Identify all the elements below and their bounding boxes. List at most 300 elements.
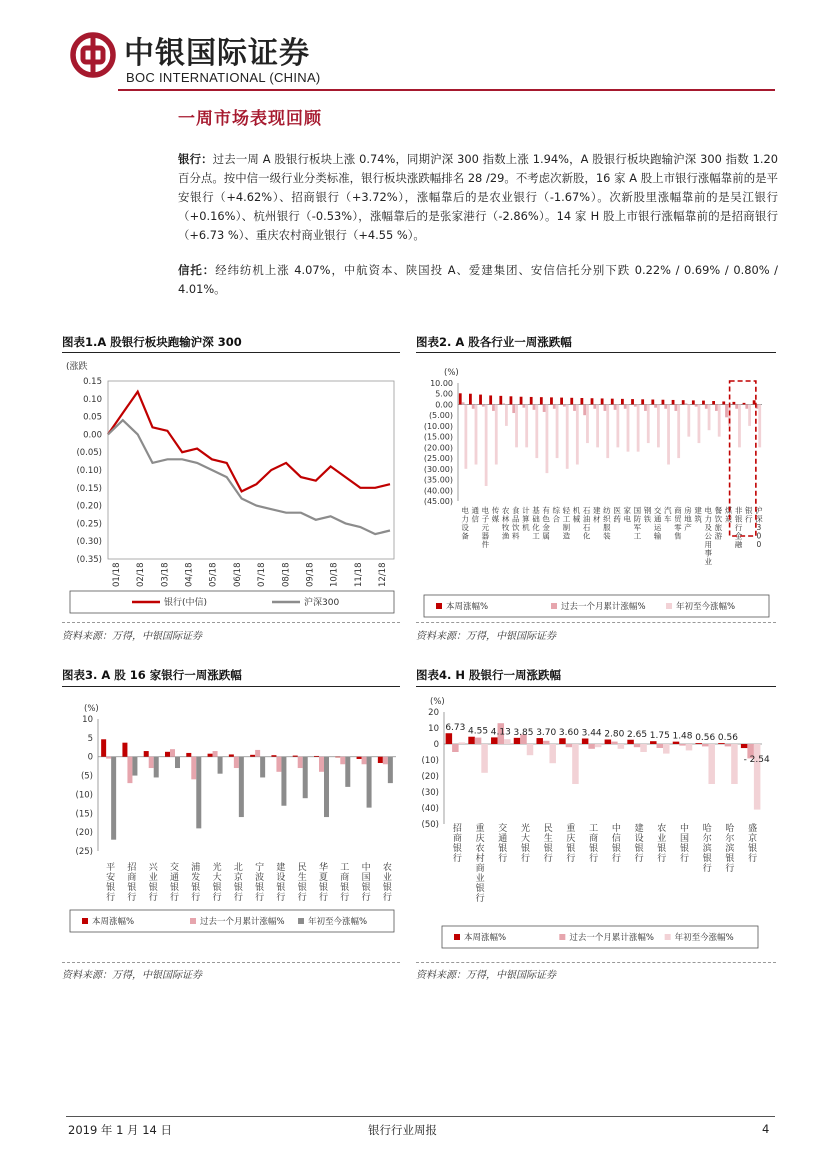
x-category-label: 建材 [593, 506, 601, 524]
x-category-label: 建设银行 [276, 863, 286, 903]
x-category-label: 石油石化 [582, 506, 591, 541]
bar-3 [572, 744, 579, 784]
fig1-title: 图表1.A 股银行板块跑输沪深 300 [62, 335, 242, 349]
data-label: 1.48 [672, 731, 693, 742]
footer-page-number: 4 [762, 1122, 770, 1136]
bar-3 [464, 404, 467, 468]
legend-label: 年初至今涨幅% [676, 602, 736, 612]
y-tick-label: 0 [87, 752, 93, 763]
legend-label: 本周涨幅% [446, 602, 489, 612]
bar-1 [560, 398, 563, 405]
x-category-label: 中国银行 [361, 863, 371, 903]
y-tick-label: (50) [421, 820, 439, 830]
x-category-label: 医药 [613, 506, 621, 524]
y-tick-label: (15) [75, 809, 93, 820]
bar-2 [492, 404, 495, 410]
bar-2 [502, 403, 505, 404]
bar-1 [580, 398, 583, 404]
bar-2 [702, 744, 709, 746]
legend-swatch [551, 603, 557, 609]
bar-2 [543, 404, 546, 412]
bar-3 [475, 404, 478, 464]
bar-1 [743, 403, 746, 405]
y-tick-label: (10) [75, 790, 93, 801]
bar-3 [687, 404, 690, 436]
bar-1 [144, 751, 149, 757]
data-label: 6.73 [445, 723, 466, 734]
x-tick-label: 11/18 [353, 562, 364, 587]
bar-3 [596, 404, 599, 447]
legend-label: 过去一个月累计涨幅% [561, 602, 646, 612]
y-tick-label: 0 [433, 740, 439, 750]
paragraph-trust-text: 经纬纺机上涨 4.07%，中航资本、陕国投 A、爱建集团、安信信托分别下跌 0.22% / 0.69% / 0.80% / 4.01%。 [178, 263, 778, 296]
x-category-label: 轻工制造 [562, 506, 571, 541]
bar-3 [324, 757, 329, 817]
bar-2 [340, 757, 345, 765]
bar-2 [614, 404, 617, 409]
bar-3 [718, 404, 721, 436]
legend-swatch [190, 918, 196, 924]
x-category-label: 重庆银行 [566, 824, 576, 864]
y-tick-label: (30.00) [423, 464, 453, 474]
bar-1 [662, 400, 665, 405]
bar-3 [618, 744, 625, 749]
bar-1 [186, 753, 191, 757]
fig3-title: 图表3. A 股 16 家银行一周涨跌幅 [62, 668, 242, 682]
x-category-label: 平安银行 [106, 863, 116, 903]
bar-1 [559, 738, 566, 744]
bar-3 [459, 742, 466, 744]
bar-1 [631, 399, 634, 404]
bar-2 [276, 757, 281, 772]
fig4-title: 图表4. H 股银行一周涨跌幅 [416, 668, 562, 682]
bar-2 [383, 757, 388, 765]
legend-swatch [298, 918, 304, 924]
x-category-label: 传媒 [491, 506, 500, 524]
x-category-label: 煤炭 [724, 506, 733, 524]
y-tick-label: (5) [80, 771, 93, 782]
bar-1 [459, 393, 462, 404]
y-tick-label: 5.00 [435, 389, 453, 399]
bar-2 [715, 404, 718, 410]
y-tick-label: 10.00 [430, 379, 453, 388]
x-category-label: 餐饮旅游 [714, 506, 723, 541]
bar-1 [357, 757, 362, 759]
bar-3 [196, 757, 201, 829]
bar-3 [481, 744, 488, 773]
bar-1 [335, 757, 340, 758]
chart-h-share-banks [416, 687, 778, 961]
fig4-source: 资料来源：万得，中银国际证券 [416, 970, 556, 981]
data-label: 3.85 [513, 727, 534, 738]
paragraph-bank-text: 过去一周 A 股银行板块上涨 0.74%，同期沪深 300 指数上涨 1.94%，A 股银行板块跑输沪深 300 指数 1.20 百分点。按中信一级行业分类标准，银行板块涨跌幅排名 28 /29。不考虑次新股，16 家 A 股上市银行涨幅靠前的是平安银行（+4.62%）、招商银行（+3.72%），涨幅靠后的是农业银行（-1.67%）。次新股里涨幅靠前的是吴江银行（+0.16%）、杭州银行（-0.53%），涨幅靠后的是张家港行（-2.86%）。14 家 H 股上市银行涨幅靠前的是招商银行（+6.73 %）、重庆农村商业银行（+4.55 %）。 [178, 152, 778, 242]
bar-2 [566, 744, 573, 747]
bar-3 [758, 404, 761, 447]
bar-2 [624, 404, 627, 408]
x-category-label: 国防军工 [633, 506, 642, 541]
bar-3 [677, 404, 680, 458]
x-category-label: 非银行金融 [734, 506, 743, 549]
legend-label: 年初至今涨幅% [674, 933, 734, 943]
y-tick-label: (25) [75, 847, 93, 857]
bar-2 [735, 404, 738, 408]
x-category-label: 银行 [745, 506, 753, 524]
x-tick-label: 06/18 [232, 562, 243, 587]
bar-3 [367, 757, 372, 808]
y-tick-label: (0.10) [76, 466, 102, 476]
bar-3 [175, 757, 180, 768]
bar-1 [712, 401, 715, 404]
bar-3 [525, 404, 528, 447]
y-tick-label: 5 [87, 733, 93, 744]
x-category-label: 食品饮料 [511, 506, 520, 541]
y-tick-label: (10.00) [423, 421, 453, 431]
bar-1 [550, 397, 553, 404]
x-category-label: 浦发银行 [191, 863, 201, 903]
bar-3 [345, 757, 350, 787]
bar-1 [722, 401, 725, 404]
bar-2 [664, 404, 667, 408]
bar-3 [485, 404, 488, 486]
bar-1 [165, 752, 170, 757]
bar-1 [582, 738, 589, 744]
legend-swatch [82, 918, 88, 924]
data-label: 3.70 [536, 728, 557, 739]
x-tick-label: 08/18 [281, 562, 292, 587]
x-category-label: 沪深 3 0 0 [755, 506, 763, 549]
bar-3 [535, 404, 538, 458]
x-category-label: 华夏银行 [318, 863, 329, 903]
bar-2 [583, 404, 586, 415]
data-label: 2.80 [604, 729, 625, 740]
bar-2 [588, 744, 595, 749]
series-line-bank [108, 392, 390, 492]
x-category-label: 有色金属 [542, 506, 550, 541]
x-category-label: 中信银行 [611, 824, 621, 864]
x-category-label: 建设银行 [634, 824, 644, 864]
bar-1 [208, 754, 213, 757]
bar-3 [748, 404, 751, 425]
bar-2 [234, 757, 239, 768]
legend-label: 银行(中信) [164, 598, 208, 608]
bar-1 [229, 754, 234, 756]
data-label: 3.44 [581, 728, 602, 739]
x-category-label: 商贸零售 [674, 506, 682, 541]
legend-label: 年初至今涨幅% [308, 917, 368, 927]
bar-2 [362, 757, 367, 765]
legend-label: 本周涨幅% [464, 933, 507, 943]
bar-3 [698, 404, 701, 443]
fig3-source: 资料来源：万得，中银国际证券 [62, 970, 202, 981]
bar-3 [708, 744, 715, 784]
fig3-bottom-rule [62, 962, 400, 963]
bar-1 [673, 742, 680, 744]
bar-2 [634, 404, 637, 406]
bar-1 [741, 744, 748, 748]
fig2-title: 图表2. A 股各行业一周涨跌幅 [416, 335, 572, 349]
bar-1 [250, 755, 255, 757]
bar-3 [647, 404, 650, 443]
bar-2 [657, 744, 664, 748]
bar-3 [738, 404, 741, 447]
bar-2 [725, 744, 732, 746]
y-axis-label: (%) [444, 368, 459, 378]
bar-2 [472, 404, 475, 408]
bar-2 [745, 404, 748, 408]
bar-1 [271, 755, 276, 757]
footer-rule [66, 1116, 775, 1117]
fig2-bottom-rule [416, 622, 776, 623]
bar-2 [593, 404, 596, 408]
x-category-label: 民生银行 [543, 824, 553, 864]
bar-1 [530, 397, 533, 405]
bar-2 [604, 404, 607, 410]
bar-3 [566, 404, 569, 468]
bar-3 [515, 404, 518, 447]
fig4-bottom-rule [416, 962, 776, 963]
x-category-label: 电力及公用事业 [704, 506, 713, 566]
bar-2 [149, 757, 154, 768]
y-tick-label: (20.00) [423, 443, 453, 453]
y-tick-label: 10 [428, 724, 439, 734]
bar-3 [154, 757, 159, 778]
legend-label: 沪深300 [304, 598, 340, 608]
bar-3 [505, 404, 508, 425]
bar-1 [101, 739, 106, 756]
bar-3 [637, 404, 640, 451]
boc-logo [70, 32, 116, 78]
bar-2 [725, 404, 728, 417]
x-category-label: 农林牧渔 [501, 506, 510, 541]
y-axis-label: (%) [430, 697, 445, 707]
bar-1 [479, 395, 482, 405]
bar-2 [543, 741, 550, 744]
bar-2 [654, 404, 657, 407]
paragraph-bank [178, 150, 778, 245]
bar-3 [549, 744, 556, 763]
data-label: 0.56 [717, 733, 738, 744]
x-category-label: 纺织服装 [603, 506, 611, 541]
bar-1 [621, 399, 624, 405]
bar-3 [595, 744, 602, 747]
bar-2 [512, 404, 515, 413]
bar-1 [446, 733, 453, 744]
x-category-label: 电力设备 [461, 506, 469, 541]
data-label: 3.60 [558, 728, 579, 739]
x-category-label: 计算机 [522, 506, 530, 532]
x-tick-label: 07/18 [257, 562, 268, 587]
x-category-label: 招商银行 [452, 824, 462, 864]
bar-1 [536, 738, 543, 744]
paragraph-trust-label: 信托： [178, 263, 216, 277]
bar-2 [695, 404, 698, 406]
bar-1 [293, 756, 298, 757]
y-tick-label: 10 [82, 715, 93, 725]
bar-1 [514, 738, 521, 744]
y-tick-label: (20) [421, 772, 439, 782]
bar-1 [651, 400, 654, 405]
bar-1 [540, 397, 543, 404]
bar-1 [732, 402, 735, 405]
paragraph-bank-label: 银行： [178, 152, 213, 166]
bar-3 [663, 744, 670, 754]
bar-3 [132, 757, 137, 776]
bar-3 [556, 404, 559, 458]
y-tick-label: 0.15 [83, 377, 102, 387]
x-category-label: 北京银行 [233, 863, 243, 903]
bar-1 [489, 395, 492, 404]
x-category-label: 工商银行 [340, 863, 350, 903]
y-axis-label: (%) [84, 704, 99, 714]
x-tick-label: 01/18 [112, 562, 122, 587]
x-category-label: 中国银行 [679, 824, 690, 864]
bar-1 [499, 396, 502, 405]
brand-name-cn: 中银国际证券 [124, 36, 310, 71]
bar-3 [495, 404, 498, 464]
plot-frame [108, 381, 394, 559]
bar-1 [491, 737, 498, 744]
y-tick-label: 0.05 [83, 412, 102, 423]
bar-3 [657, 404, 660, 447]
x-category-label: 农业银行 [657, 824, 667, 864]
bar-1 [520, 397, 523, 405]
data-label: - 2.54 [743, 755, 770, 766]
x-category-label: 汽车 [663, 506, 672, 524]
x-tick-label: 05/18 [208, 562, 219, 587]
bar-1 [650, 741, 657, 744]
x-category-label: 重庆农村商业银行 [475, 824, 485, 904]
legend-swatch [665, 934, 671, 940]
legend-swatch [436, 603, 442, 609]
y-tick-label: (0.15) [76, 483, 102, 494]
y-tick-label: (5.00) [428, 411, 453, 421]
bar-3 [281, 757, 286, 806]
y-tick-label: (10) [421, 756, 439, 766]
bar-3 [606, 404, 609, 458]
bar-2 [573, 404, 576, 410]
x-tick-label: 02/18 [136, 562, 147, 587]
x-tick-label: 09/18 [305, 562, 316, 587]
series-line-hs300 [108, 420, 390, 534]
bar-1 [122, 743, 127, 757]
x-category-label: 电子元器件 [481, 506, 490, 549]
y-tick-label: 0.10 [83, 394, 102, 405]
bar-3 [546, 404, 549, 473]
data-label: 4.13 [490, 727, 511, 738]
bar-2 [475, 738, 481, 744]
brand-name-en: BOC INTERNATIONAL (CHINA) [126, 70, 321, 85]
legend-label: 本周涨幅% [92, 917, 135, 927]
bar-3 [504, 739, 511, 744]
data-label: 0.56 [695, 733, 716, 744]
x-category-label: 房地产 [684, 506, 692, 532]
chart-industry-weekly [416, 353, 778, 623]
bar-1 [718, 743, 725, 744]
bar-3 [731, 744, 738, 784]
bar-2 [127, 757, 132, 783]
x-category-label: 哈尔滨银行 [702, 824, 712, 874]
bar-1 [672, 400, 675, 405]
bar-3 [754, 744, 761, 810]
y-tick-label: 20 [428, 708, 439, 718]
x-category-label: 综合 [552, 506, 561, 524]
x-category-label: 家电 [623, 506, 631, 524]
fig1-source: 资料来源：万得，中银国际证券 [62, 631, 202, 642]
bar-2 [679, 744, 686, 746]
chart-a-share-banks [62, 687, 402, 961]
y-tick-label: (0.25) [76, 519, 102, 530]
bar-1 [627, 740, 634, 744]
y-tick-label: (40.00) [423, 486, 453, 496]
bar-2 [634, 744, 641, 747]
bar-2 [191, 757, 196, 780]
y-tick-label: (0.05) [76, 448, 102, 459]
x-tick-label: 10/18 [329, 562, 340, 587]
x-category-label: 宁波银行 [255, 863, 265, 903]
y-tick-label: (0.30) [76, 537, 102, 548]
bar-2 [482, 404, 485, 406]
x-category-label: 农业银行 [382, 863, 392, 903]
x-category-label: 光大银行 [212, 863, 222, 903]
y-tick-label: (25.00) [423, 454, 453, 464]
y-tick-label: (30) [421, 788, 439, 798]
bar-2 [705, 404, 708, 408]
footer-date: 2019 年 1 月 14 日 [68, 1123, 172, 1137]
bar-3 [388, 757, 393, 783]
bar-3 [667, 404, 670, 464]
bar-3 [576, 404, 579, 464]
bar-1 [468, 737, 475, 744]
x-category-label: 招商银行 [127, 863, 137, 903]
bar-3 [616, 404, 619, 447]
bar-2 [522, 404, 525, 407]
bar-2 [452, 744, 459, 752]
x-category-label: 基础化工 [532, 506, 540, 541]
chart-bank-vs-hs300 [62, 353, 402, 623]
legend-swatch [454, 934, 460, 940]
bar-3 [239, 757, 244, 817]
bar-2 [674, 404, 677, 410]
bar-3 [708, 404, 711, 430]
x-category-label: 盛京银行 [748, 824, 758, 864]
bar-2 [563, 404, 566, 406]
bar-1 [641, 399, 644, 404]
bar-2 [170, 749, 175, 757]
legend-label: 过去一个月累计涨幅% [569, 933, 654, 943]
bar-2 [644, 404, 647, 410]
bar-1 [702, 401, 705, 405]
y-tick-label: (15.00) [423, 432, 453, 442]
x-category-label: 光大银行 [520, 824, 531, 864]
bar-1 [570, 398, 573, 405]
bar-1 [682, 400, 685, 404]
bar-2 [611, 742, 618, 744]
y-axis-label: (涨跌 [66, 362, 88, 372]
x-tick-label: 12/18 [378, 562, 388, 587]
bar-1 [605, 740, 612, 744]
x-category-label: 哈尔滨银行 [725, 824, 735, 874]
bar-1 [510, 396, 513, 404]
bar-2 [462, 402, 465, 404]
bar-2 [553, 404, 556, 408]
fig1-bottom-rule [62, 622, 400, 623]
legend-swatch [559, 934, 565, 940]
x-category-label: 钢铁 [643, 506, 652, 524]
legend-label: 过去一个月累计涨幅% [200, 917, 285, 927]
y-tick-label: (40) [421, 804, 439, 814]
bar-3 [586, 404, 589, 443]
y-tick-label: 0.00 [435, 400, 453, 410]
